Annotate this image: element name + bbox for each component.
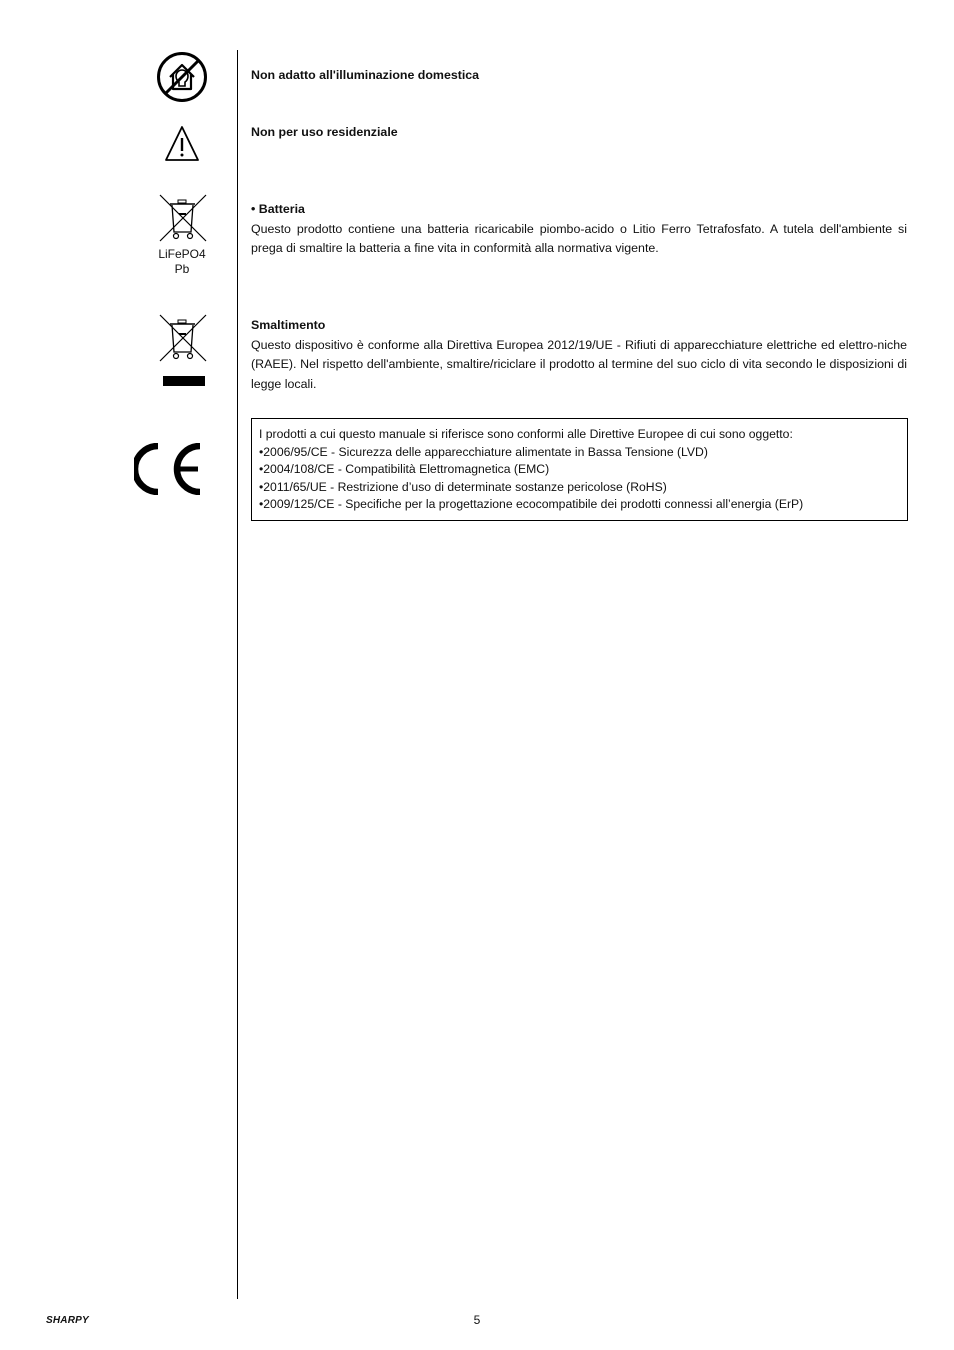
no-domestic-lighting-icon bbox=[156, 51, 208, 103]
compliance-item-lvd: • 2006/95/CE - Sicurezza delle apparecchiature alimentate in Bassa Tensione (LVD) bbox=[259, 444, 899, 462]
disposal-body: Questo dispositivo è conforme alla Direttiva Europea 2012/19/UE - Rifiuti di apparecchiature elettriche ed elettro-niche (RAEE). Nel rispetto dell'ambiente, smaltire/riciclare il prodotto al termine del suo ciclo di vita secondo le disposizioni di legge locali. bbox=[251, 337, 907, 391]
compliance-item-emc: • 2004/108/CE - Compatibilità Elettromagnetica (EMC) bbox=[259, 461, 899, 479]
no-residential-title: Non per uso residenziale bbox=[251, 125, 398, 139]
compliance-item-rohs: • 2011/65/UE - Restrizione d’uso di determinate sostanze pericolose (RoHS) bbox=[259, 479, 899, 497]
column-divider bbox=[237, 50, 238, 1299]
no-domestic-section bbox=[251, 66, 907, 86]
crossed-bin-battery-icon bbox=[157, 192, 209, 244]
footer-brand: SHARPY bbox=[46, 1315, 89, 1326]
battery-section bbox=[251, 200, 907, 259]
compliance-box bbox=[251, 418, 908, 521]
warning-triangle-icon bbox=[164, 125, 200, 163]
page-number: 5 bbox=[473, 1313, 481, 1327]
battery-chemistry-caption bbox=[152, 247, 212, 277]
no-domestic-title: Non adatto all'illuminazione domestica bbox=[251, 68, 480, 82]
caption-lifepo4: LiFePO4 bbox=[158, 247, 206, 261]
ce-mark-icon bbox=[134, 443, 204, 495]
disposal-title: Smaltimento bbox=[251, 318, 326, 332]
battery-body: Questo prodotto contiene una batteria ricaricabile piombo-acido o Litio Ferro Tetrafosfato. A tutela dell'ambiente si prega di smaltire la batteria a fine vita in conformità alla normativa vigente. bbox=[251, 221, 907, 255]
disposal-section bbox=[251, 316, 907, 394]
crossed-bin-weee-icon bbox=[157, 312, 209, 388]
battery-title: • Batteria bbox=[251, 202, 305, 216]
compliance-intro: I prodotti a cui questo manuale si riferisce sono conformi alle Direttive Europee di cui sono oggetto: bbox=[259, 427, 793, 441]
no-residential-section bbox=[251, 123, 907, 143]
caption-pb: Pb bbox=[174, 262, 190, 276]
compliance-item-erp: • 2009/125/CE - Specifiche per la progettazione ecocompatibile dei prodotti connessi all’energia (ErP) bbox=[259, 496, 899, 514]
